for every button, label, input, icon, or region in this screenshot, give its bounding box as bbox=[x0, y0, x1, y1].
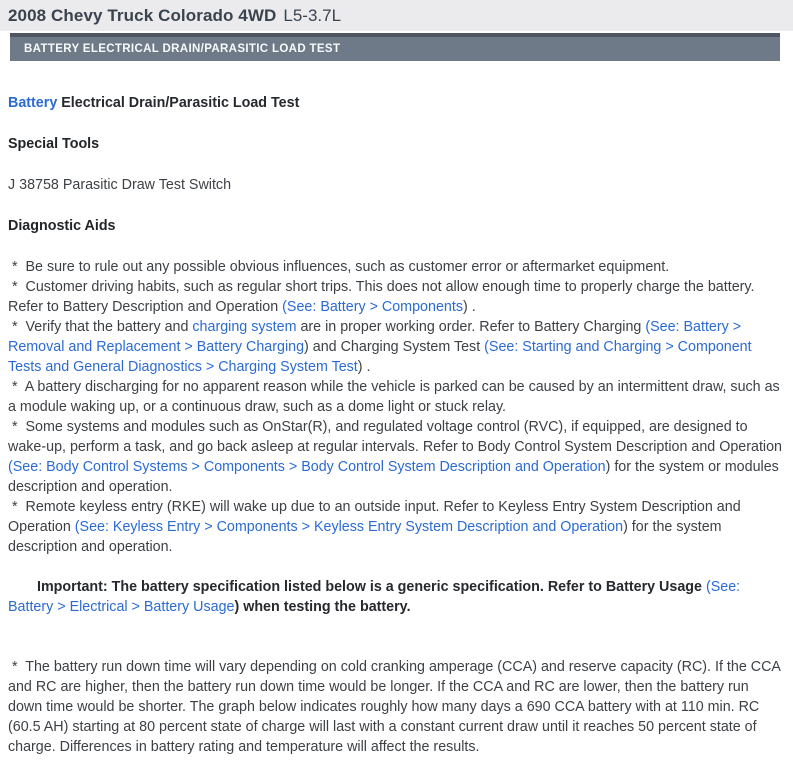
bullet-remote-keyless-entry bbox=[8, 497, 783, 557]
battery-link[interactable]: Battery bbox=[8, 95, 58, 111]
see-body-control-link[interactable]: (See: Body Control Systems > Components > Body Control System Description and Operation bbox=[8, 459, 606, 475]
text-segment: * A battery discharging for no apparent reason while the vehicle is parked can be caused by an intermittent draw, such as a module waking up, or a continuous draw, such as a dome light or stuck relay. bbox=[8, 379, 784, 415]
diagnostic-aids-list bbox=[8, 257, 786, 757]
text-segment: * Be sure to rule out any possible obvious influences, such as customer error or aftermarket equipment. bbox=[8, 259, 670, 275]
text-segment: ) for the system or modules description and operation. bbox=[8, 459, 783, 495]
doc-subtitle bbox=[8, 93, 783, 113]
bullet-run-down-time bbox=[8, 657, 783, 757]
text-segment: ) . bbox=[357, 359, 371, 375]
text-segment: * Remote keyless entry (RKE) will wake up due to an outside input. Refer to Keyless Entry System Description and Operation bbox=[8, 499, 745, 535]
text-segment: Electrical Drain/Parasitic Load Test bbox=[57, 95, 300, 111]
bullet-onstar-rvc bbox=[8, 417, 786, 497]
special-tool-item: J 38758 Parasitic Draw Test Switch bbox=[8, 177, 232, 193]
document-body bbox=[0, 93, 793, 757]
bullet-customer-driving-habits bbox=[8, 277, 783, 317]
bullet-verify-battery-charging bbox=[8, 317, 783, 377]
text-segment: Important: The battery specification listed below is a generic specification. Refer to Battery Usage bbox=[37, 579, 706, 595]
section-banner-label: BATTERY ELECTRICAL DRAIN/PARASITIC LOAD TEST bbox=[24, 43, 341, 55]
text-segment: * Customer driving habits, such as regular short trips. This does not allow enough time to properly charge the battery. Refer to Battery Description and Operation bbox=[8, 279, 759, 315]
text-segment: * Some systems and modules such as OnStar(R), and regulated voltage control (RVC), if equipped, are designed to wake-up, perform a task, and go back asleep at regular intervals. Refer to Body Control System Description and Operation bbox=[8, 419, 786, 455]
text-segment: * The battery run down time will vary depending on cold cranking amperage (CCA) and reserve capacity (RC). If the CCA and RC are higher, then the battery run down time would be longer. If the CCA and RC are lower, then the battery run down time would be shorter. The graph below indicates roughly how many days a 690 CCA battery with at 110 min. RC (60.5 AH) starting at 80 percent state of charge will last with a constant current draw until it reaches 50 percent state of charge. Differences in battery rating and temperature will affect the results. bbox=[8, 659, 785, 755]
vehicle-title-bar bbox=[0, 0, 793, 31]
vehicle-engine: L5-3.7L bbox=[283, 5, 342, 25]
text-segment: ) . bbox=[462, 299, 476, 315]
text-segment: ) and Charging System Test bbox=[304, 339, 485, 355]
text-segment: are in proper working order. Refer to Battery Charging bbox=[296, 319, 646, 335]
see-battery-charging-link[interactable]: (See: Battery > Removal and Replacement > Battery Charging bbox=[8, 319, 746, 355]
section-banner bbox=[10, 33, 780, 61]
see-battery-usage-link[interactable]: (See: Battery > Electrical > Battery Usage bbox=[8, 579, 745, 615]
text-segment: ) when testing the battery. bbox=[234, 599, 411, 615]
heading-special-tools: Special Tools bbox=[8, 136, 100, 152]
vehicle-title: 2008 Chevy Truck Colorado 4WD bbox=[8, 5, 277, 25]
see-keyless-entry-link[interactable]: (See: Keyless Entry > Components > Keyless Entry System Description and Operation bbox=[74, 519, 624, 535]
charging-system-link[interactable]: charging system bbox=[192, 319, 297, 335]
important-note bbox=[8, 577, 783, 617]
text-segment: ) for the system description and operation. bbox=[8, 519, 726, 555]
see-battery-components-link[interactable]: (See: Battery > Components bbox=[282, 299, 463, 315]
see-charging-system-test-link[interactable]: (See: Starting and Charging > Component Tests and General Diagnostics > Charging System Test bbox=[8, 339, 756, 375]
heading-diagnostic-aids: Diagnostic Aids bbox=[8, 218, 116, 234]
bullet-intermittent-draw bbox=[8, 377, 783, 417]
text-segment: * Verify that the battery and bbox=[8, 319, 193, 335]
bullet-obvious-influences bbox=[8, 257, 783, 277]
